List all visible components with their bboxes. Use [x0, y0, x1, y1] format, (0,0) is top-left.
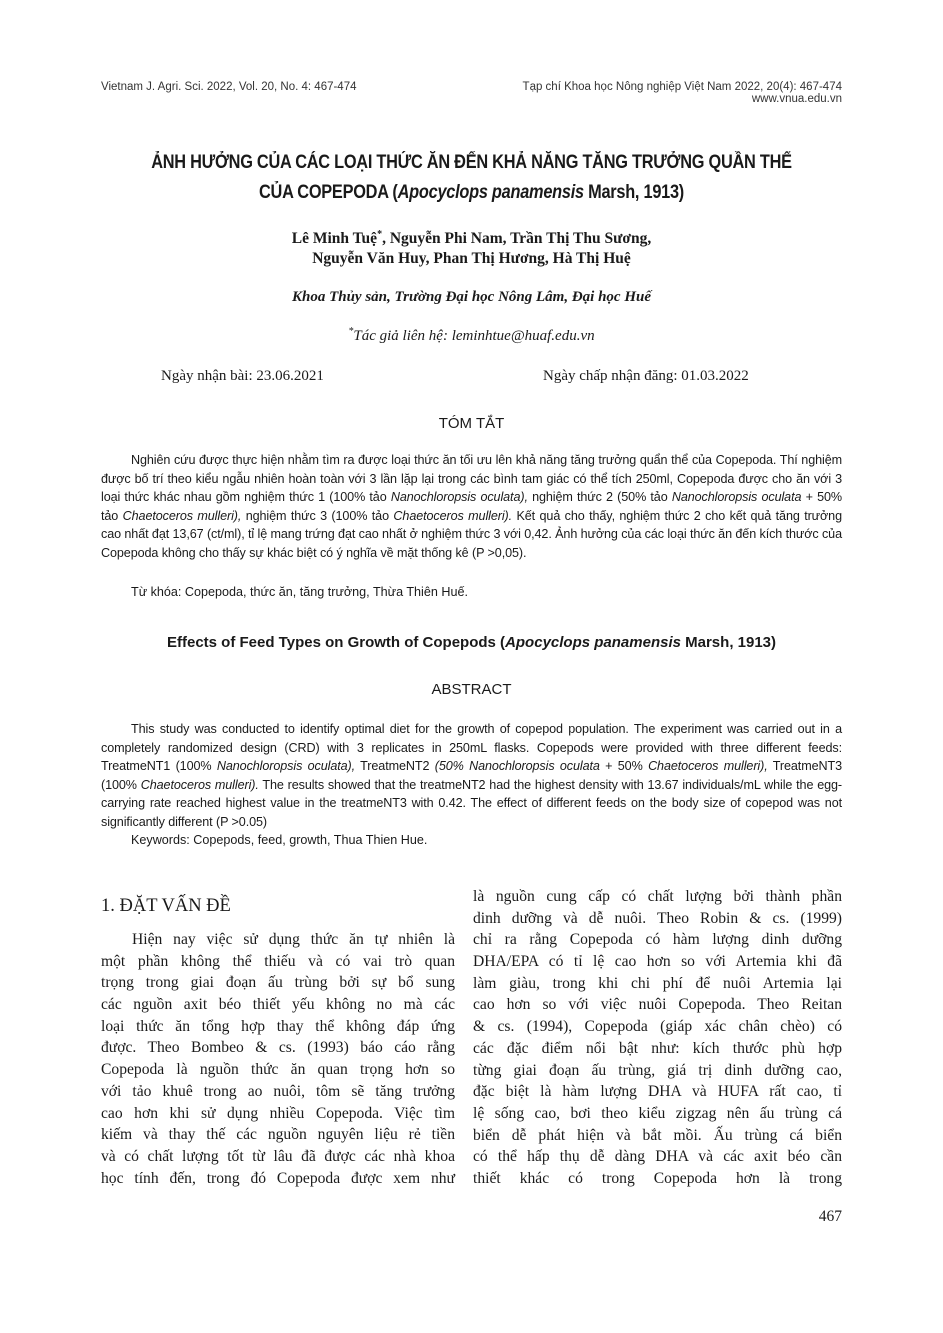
title-species: Apocyclops panamensis — [397, 182, 584, 203]
abstract-text: + 50% — [599, 759, 649, 774]
en-abstract-heading: ABSTRACT — [431, 681, 512, 698]
corresponding-author — [0, 326, 943, 345]
species-name: Chaetoceros mulleri). — [393, 508, 513, 523]
text-line: làm giàu, trong khi chi phí để nuôi Artemia lại — [473, 974, 842, 992]
text-line: được. Theo Bombeo & cs. (1993) báo cáo rằng — [101, 1039, 455, 1057]
abstract-text: nghiệm thức 3 (100% tảo — [241, 508, 394, 523]
page-number: 467 — [818, 1208, 842, 1225]
species-name: Nanochloropsis oculata), — [216, 759, 356, 774]
vn-abstract-body — [101, 451, 842, 563]
text-line: chỉ ra rằng Copepoda có hàm lượng dinh dưỡng — [473, 931, 842, 949]
accepted-date: Ngày chấp nhận đăng: 01.03.2022 — [543, 368, 749, 384]
abstract-text: Nghiên cứu được thực hiện nhằm tìm ra được loại thức ăn tối ưu lên khả năng tăng trưởng quẩn thể của Copepoda. Thí nghiệm được bố trí theo kiểu ngẫu nhiên hoàn toàn với 3 lần lặp lại trong các bình tam giác có thể tích 250ml, Copepoda được cho ăn với 3 loại thức khác nhau gồm nghiệm thức 1 (100% tảo — [101, 453, 842, 505]
species-name: (50% Nanochloropsis oculata — [434, 759, 600, 774]
journal-citation-vn — [523, 81, 842, 105]
authors-line2: Nguyễn Văn Huy, Phan Thị Hương, Hà Thị Huệ — [312, 250, 631, 267]
paper-title-line1: ẢNH HƯỞNG CỦA CÁC LOẠI THỨC ĂN ĐẾN KHẢ NĂNG TĂNG TRƯỞNG QUẦN THỂ — [151, 152, 792, 173]
text-line: có thể hấp thụ dễ dàng DHA và các axit béo cần — [473, 1148, 842, 1166]
abstract-text: Kết quả cho thấy, nghiệm thức 2 cho kết quả tăng trưởng cao nhất đạt 13,67 (ct/ml), tỉ lệ mang trứng đạt cao nhất ở nghiệm thức 3 với 0,42. Ảnh hưởng của các loại thức ăn đến kích thước của Copepoda không cho thấy sự khác biệt có ý nghĩa về mặt thống kê (P >0,05). — [101, 508, 842, 560]
journal-citation-en: Vietnam J. Agri. Sci. 2022, Vol. 20, No. 4: 467-474 — [101, 81, 357, 93]
text-line: Hiện nay việc sử dụng thức ăn tự nhiên là — [132, 931, 455, 948]
abstract-text: TreatmeNT2 — [355, 759, 435, 774]
journal-name-vn: Tạp chí Khoa học Nông nghiệp Việt Nam 2022, 20(4): 467-474 — [522, 81, 842, 93]
paper-title-line2 — [118, 182, 826, 204]
authors-line1 — [0, 229, 943, 248]
text-line: & cs. (1994), Copepoda (giáp xác chân chèo) có — [473, 1018, 842, 1036]
en-title-prefix: Effects of Feed Types on Growth of Copepods ( — [166, 634, 506, 651]
text-line: dinh dưỡng và dễ nuôi. Theo Robin & cs. (1999) — [473, 909, 842, 927]
text-line: Copepoda là nguồn thức ăn quan trọng hơn so — [101, 1061, 455, 1079]
title-suffix: Marsh, 1913) — [583, 182, 685, 203]
text-line: cao hơn khi sử dụng nhiều Copepoda. Việc tìm — [101, 1104, 455, 1122]
affiliation: Khoa Thủy sản, Trường Đại học Nông Lâm, Đại học Huế — [291, 289, 652, 305]
text-line: thiết khác có trong Copepoda hơn là trong — [473, 1169, 842, 1187]
text-line: với tảo khuê trong ao nuôi, tôm sẽ tăng trưởng — [101, 1082, 455, 1100]
species-name: Chaetoceros mulleri), — [122, 508, 242, 523]
text-line: các đặc điểm nổi bật như: kích thước phù hợp — [473, 1039, 842, 1057]
text-line: từng giai đoạn ấu trùng, giá trị dinh dưỡng cao, — [473, 1061, 842, 1079]
corresponding-email: Tác giả liên hệ: leminhtue@huaf.edu.vn — [353, 328, 595, 344]
authors-rest: , Nguyễn Phi Nam, Trần Thị Thu Sương, — [382, 230, 652, 248]
text-line: đặc biệt là hàm lượng DHA và HUFA rất cao, tỉ — [473, 1083, 842, 1101]
text-line: trọng trong giai đoạn ấu trùng bởi sự bổ sung — [101, 974, 455, 992]
en-title — [0, 634, 943, 651]
en-title-species: Apocyclops panamensis — [505, 634, 681, 651]
corresponding-mark: * — [377, 229, 383, 240]
text-line: các nguồn axit béo thiết yếu không no mà các — [101, 996, 455, 1014]
species-name: Nanochloropsis oculata — [671, 490, 802, 505]
received-date: Ngày nhận bài: 23.06.2021 — [161, 368, 324, 384]
text-line: DHA/EPA có tỉ lệ cao hơn so với Artemia khi đã — [473, 953, 842, 971]
abstract-text: TreatmeNT3 (100% — [101, 759, 842, 792]
column-left — [101, 929, 455, 1189]
text-line: học tính đến, trong đó Copepoda được xem như — [101, 1169, 455, 1187]
abstract-text: This study was conducted to identify optimal diet for the growth of copepod population. The experiment was carried out in a completely randomized design (CRD) with 3 replicates in 250mL flasks. Copepods were provided with three different feeds: TreatmeNT1 (100% — [101, 722, 842, 774]
corresponding-star: * — [348, 326, 354, 337]
text-line: một phần không thể thiếu và có vai trò quan — [101, 952, 455, 970]
species-name: Chaetoceros mulleri), — [648, 759, 768, 774]
abstract-text: The results showed that the treatmeNT2 had the highest density with 13.67 individuals/mL while the egg-carrying rate reached highest value in the treatmeNT3 with 0.42. The effect of different feeds on the body size of copepod was not significantly different (P >0.05) — [101, 777, 842, 829]
text-line: và có chất lượng tốt từ lâu đã được các nhà khoa — [101, 1147, 455, 1165]
journal-website: www.vnua.edu.vn — [751, 93, 842, 105]
en-abstract-body — [101, 720, 842, 832]
column-right — [473, 886, 842, 1190]
text-line: loại thức ăn tổng hợp thay thể không đáp ứng — [101, 1017, 455, 1035]
species-name: Chaetoceros mulleri). — [140, 777, 259, 792]
abstract-text: nghiệm thức 2 (50% tảo — [527, 490, 672, 505]
abstract-text: + 50% tảo — [101, 490, 842, 523]
en-title-suffix: Marsh, 1913) — [680, 634, 777, 651]
author-first: Lê Minh Tuệ — [291, 230, 378, 248]
text-line: biển dễ phát hiện và bắt mồi. Ấu trùng cá biển — [473, 1126, 842, 1144]
section-heading: 1. ĐẶT VẤN ĐỀ — [101, 896, 231, 916]
title-prefix: CỦA COPEPODA ( — [258, 182, 398, 203]
en-keywords: Keywords: Copepods, feed, growth, Thua Thien Hue. — [131, 833, 428, 847]
vn-abstract-heading: TÓM TẮT — [438, 415, 505, 432]
vn-keywords: Từ khóa: Copepoda, thức ăn, tăng trưởng, Thừa Thiên Huế. — [131, 585, 468, 599]
text-line: kiếm và thay thế các nguồn nguyên liệu rẻ tiền — [101, 1126, 455, 1144]
text-line: là nguồn cung cấp có chất lượng bởi thành phần — [473, 888, 842, 905]
text-line: lệ sống cao, bơi theo kiểu zigzag nên ấu trùng cá — [473, 1104, 842, 1122]
species-name: Nanochloropsis oculata), — [390, 490, 528, 505]
text-line: cao hơn so với việc nuôi Copepoda. Theo Reitan — [473, 996, 842, 1014]
